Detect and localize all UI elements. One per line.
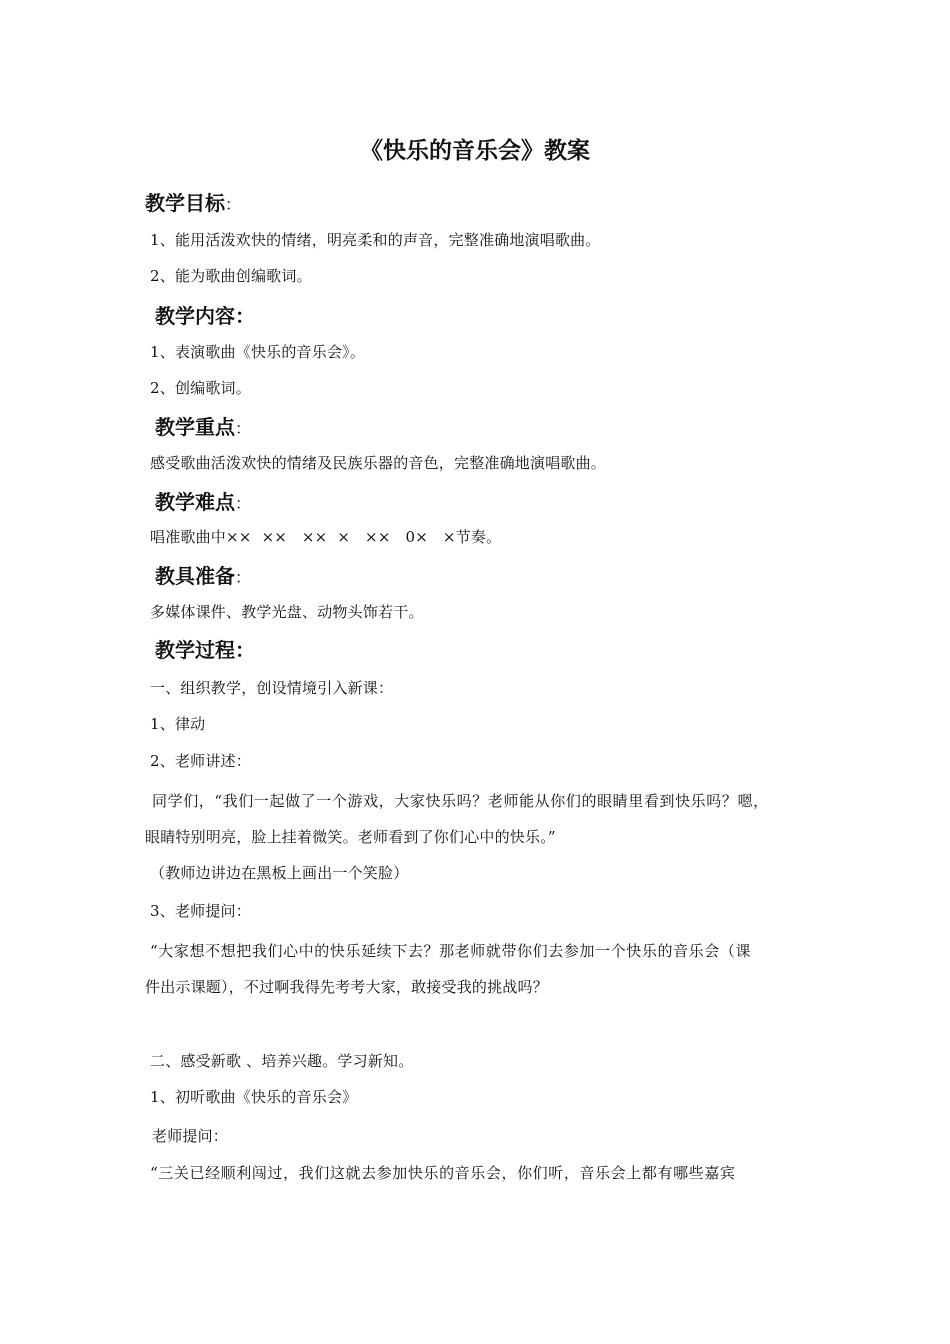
process-section-2-title: 二、感受新歌 、培养兴趣。学习新知。: [150, 1052, 414, 1070]
document-title: 《快乐的音乐会》教案: [360, 137, 590, 164]
heading-colon: ：: [235, 568, 252, 587]
teacher-ask-label: 老师提问：: [152, 1127, 229, 1145]
heading-teaching-process: 教学过程：: [155, 638, 255, 662]
goal-item-1: 1、能用活泼欢快的情绪，明亮柔和的声音，完整准确地演唱歌曲。: [150, 231, 601, 249]
goal-item-2: 2、能为歌曲创编歌词。: [150, 267, 312, 285]
heading-text: 教具准备: [155, 564, 235, 588]
teacher-note: （教师边讲边在黑板上画出一个笑脸）: [150, 864, 409, 882]
process-item-rhythm: 1、律动: [150, 715, 206, 733]
heading-teaching-content: 教学内容：: [155, 304, 255, 328]
teacher-question-line-1: “大家想不想把我们心中的快乐延续下去？那老师就带你们去参加一个快乐的音乐会（课: [150, 942, 752, 960]
heading-text: 教学难点: [155, 490, 235, 514]
teacher-question-line-2: 件出示课题），不过啊我得先考考大家，敢接受我的挑战吗？: [145, 978, 548, 996]
heading-text: 教学重点: [155, 415, 235, 439]
heading-colon: ：: [235, 419, 252, 438]
process-item-teacher-question: 3、老师提问：: [150, 902, 251, 920]
key-points-text: 感受歌曲活泼欢快的情绪及民族乐器的音色，完整准确地演唱歌曲。: [150, 454, 607, 472]
process-section-1-title: 一、组织教学，创设情境引入新课：: [150, 679, 394, 697]
heading-colon: ：: [235, 494, 252, 513]
heading-text: 教学目标: [145, 191, 225, 215]
heading-teaching-tools: [155, 560, 251, 589]
heading-colon: ：: [225, 195, 242, 214]
heading-teaching-goals: [145, 187, 241, 216]
difficulties-text: 唱准歌曲中×× ×× ×× × ×× 0× ×节奏。: [150, 528, 502, 546]
tools-text: 多媒体课件、教学光盘、动物头饰若干。: [150, 603, 424, 621]
heading-difficulties: [155, 486, 251, 515]
heading-key-points: [155, 411, 251, 440]
content-item-2: 2、创编歌词。: [150, 379, 251, 397]
teacher-speech-line-2: 眼睛特别明亮，脸上挂着微笑。老师看到了你们心中的快乐。”: [145, 828, 556, 846]
process-item-first-listen: 1、初听歌曲《快乐的音乐会》: [150, 1088, 358, 1106]
teacher-speech-line-1: 同学们，“我们一起做了一个游戏，大家快乐吗？老师能从你们的眼睛里看到快乐吗？嗯，: [152, 792, 769, 810]
teacher-question-line-3: “三关已经顺利闯过，我们这就去参加快乐的音乐会，你们听，音乐会上都有哪些嘉宾: [150, 1164, 736, 1182]
content-item-1: 1、表演歌曲《快乐的音乐会》。: [150, 343, 366, 361]
process-item-teacher-talk: 2、老师讲述：: [150, 752, 251, 770]
